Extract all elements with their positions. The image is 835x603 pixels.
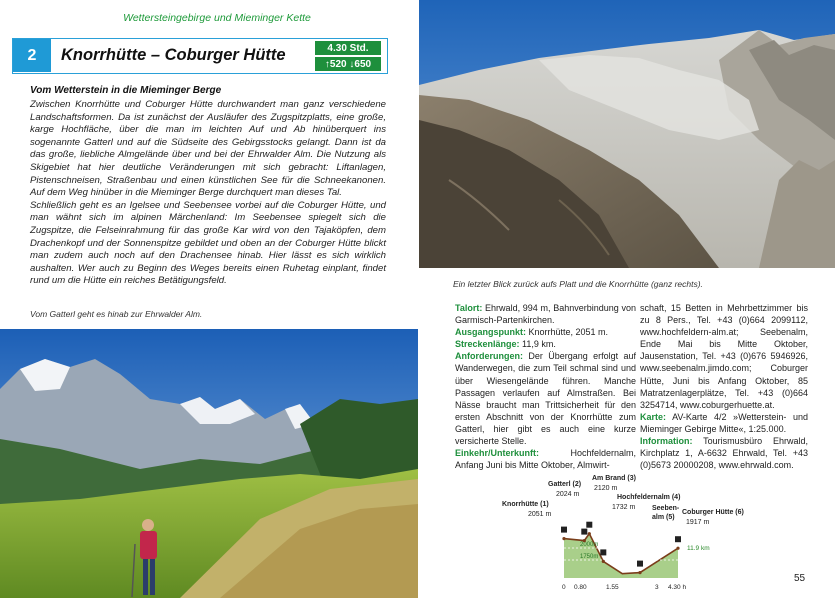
info-column-right — [640, 302, 808, 471]
info-entry-einkehr-cont — [640, 302, 808, 411]
info-label: Karte: — [640, 411, 667, 422]
caption-platt: Ein letzter Blick zurück aufs Platt und die Knorrhütte (ganz rechts). — [453, 279, 703, 289]
info-entry-ausgangspunkt — [455, 326, 636, 338]
profile-point — [676, 547, 679, 550]
page-number: 55 — [794, 573, 806, 584]
info-entry-talort — [455, 302, 636, 326]
elevation-profile — [500, 470, 744, 595]
tour-title: Knorrhütte – Coburger Hütte — [61, 46, 286, 64]
intro-paragraph: Schließlich geht es an Igelsee und Seebensee vorbei auf die Coburger Hütte, und man wähnt sich im alpinen Märchenland: Im Seebensee spiegelt sich die Zugspitze, die Felseinrahmung für das große Kar wird von den Tajaköpfen, dem Drachenkopf und der Sonnenspitze gebildet und oben an der Coburger Hütte blickt man zudem auch noch auf den Drachensee hinab. Hier lässt es sich wirklich aushalten. Wer auch zu Beginn des Weges bereits einen Ruhetag einplant, findet rund um die Hütte ein reiches Betätigungsfeld. — [30, 199, 386, 287]
x-label-155: 1.55 — [606, 584, 619, 591]
info-entry-information — [640, 435, 808, 471]
photo-ehrwalder-alm — [0, 329, 418, 598]
hut-icon — [637, 561, 643, 567]
intro-paragraph: Zwischen Knorrhütte und Coburger Hütte durchwandert man ganz verschiedene Landschaftsformen. Da ist zunächst der Ausläufer des Zugspitzplatts, eine große, karge Hochfläche, über die man im leichten Auf und Ab hinüberquert ins sogenannte Gatterl und auf die Südseite des Gebirgsstocks gelangt. Dann ist da das große, liebliche Almgelände über und bei der Ehrwalder Alm. Die Nutzung als Skigebiet hat hier deutliche Veränderungen mit sich gebracht: Liftanlagen, Pistenschneisen, Straßenbau und einen künstlichen See für die Schneekanonen. Auf dem Weg hinüber in die Mieminger Berge durchquert man dieses Tal. — [30, 99, 386, 199]
info-label: Anforderungen: — [455, 351, 523, 362]
info-text: AV-Karte 4/2 »Wetterstein- und Mieminger Gebirge Mitte«, 1:25.000. — [640, 411, 808, 434]
x-label-3: 3 — [655, 584, 659, 591]
point-label-am-brand: Am Brand (3) — [592, 475, 636, 482]
info-text: 11,9 km. — [519, 339, 556, 350]
x-label-430: 4.30 h — [668, 584, 687, 591]
intro-text — [30, 99, 386, 288]
profile-point — [588, 532, 591, 535]
intro-heading: Vom Wetterstein in die Mieminger Berge — [30, 85, 222, 96]
section-header: Wettersteingebirge und Mieminger Kette — [123, 12, 311, 24]
info-text: Der Übergang erfolgt auf Wanderwegen, die zum Teil schmal sind und über Wiesengelände führen. Manche Passagen verlaufen auf Almstraßen. Bei Nässe braucht man Trittsicherheit für den ersten Abschnitt von der Knorrhütte zum Gatterl, hier gibt es auch eine kurze versicherte Stelle. — [455, 351, 636, 447]
point-label-seebenalm-2: alm (5) — [652, 514, 675, 521]
info-text: Tourismusbüro Ehrwald, Kirchplatz 1, A-6632 Ehrwald, Tel. +43 (0)5673 20000208, www.ehrwald.com. — [640, 436, 808, 471]
profile-point — [638, 571, 641, 574]
point-alt-gatterl: 2024 m — [556, 491, 580, 498]
info-text: schaft, 15 Betten in Mehrbettzimmer bis zu 8 Pers., Tel. +43 (0)664 2099112, www.hochfeldern-alm.at; Seebenalm, Ende Mai bis Mitte Oktober, Jausenstation, Tel. +43 (0)676 5946926, www.seebenalm.jimdo.com; Coburger Hütte, Juni bis Anfang Oktober, 85 Matratzenlagerplätze, Tel. +43 (0)664 3254714, www.coburgerhuette.at. — [640, 303, 808, 410]
hut-icon — [675, 536, 681, 542]
point-label-hochfeldernalm: Hochfeldernalm (4) — [617, 494, 681, 501]
point-alt-coburger-huette: 1917 m — [686, 519, 710, 526]
hut-icon — [561, 527, 567, 533]
info-label: Information: — [640, 436, 693, 447]
point-label-coburger-huette: Coburger Hütte (6) — [682, 509, 744, 516]
profile-point — [562, 537, 565, 540]
x-label-080: 0.80 — [574, 584, 587, 591]
grid-label-2000: 2000m — [580, 542, 599, 548]
point-alt-knorrhuette: 2051 m — [528, 511, 552, 518]
info-entry-anforderungen — [455, 350, 636, 447]
elevation-badge: ↑520 ↓650 — [315, 57, 381, 71]
info-label: Streckenlänge: — [455, 339, 520, 350]
hut-icon — [581, 529, 587, 535]
distance-label: 11.9 km — [687, 545, 710, 552]
info-label: Einkehr/Unterkunft: — [455, 448, 540, 459]
photo-zugspitzplatt — [419, 0, 835, 268]
info-entry-einkehr — [455, 447, 636, 471]
info-text: Hochfeldernalm, Anfang Juni bis Mitte Oktober, Almwirt- — [455, 448, 636, 471]
info-label: Ausgangspunkt: — [455, 327, 526, 338]
point-alt-am-brand: 2120 m — [594, 485, 618, 492]
info-label: Talort: — [455, 303, 483, 313]
caption-gatterl: Vom Gatterl geht es hinab zur Ehrwalder Alm. — [30, 309, 203, 319]
hut-icon — [586, 522, 592, 528]
info-text: Knorrhütte, 2051 m. — [526, 327, 609, 338]
x-label-0: 0 — [562, 584, 566, 591]
profile-point — [602, 560, 605, 563]
grid-label-1750: 1750m — [580, 554, 599, 560]
info-entry-streckenlaenge — [455, 338, 636, 350]
duration-badge: 4.30 Std. — [315, 41, 381, 55]
point-label-seebenalm: Seeben- — [652, 505, 680, 512]
point-label-knorrhuette: Knorrhütte (1) — [502, 501, 549, 508]
info-column-left — [455, 302, 636, 471]
tour-number: 2 — [13, 39, 51, 72]
point-label-gatterl: Gatterl (2) — [548, 481, 582, 488]
hut-icon — [600, 549, 606, 555]
info-entry-karte — [640, 411, 808, 435]
profile-point — [583, 539, 586, 542]
point-alt-hochfeldernalm: 1732 m — [612, 504, 636, 511]
info-text: Ehrwald, 994 m, Bahnverbindung von Garmisch-Partenkirchen. — [455, 303, 636, 326]
tour-title-bar — [12, 38, 388, 74]
